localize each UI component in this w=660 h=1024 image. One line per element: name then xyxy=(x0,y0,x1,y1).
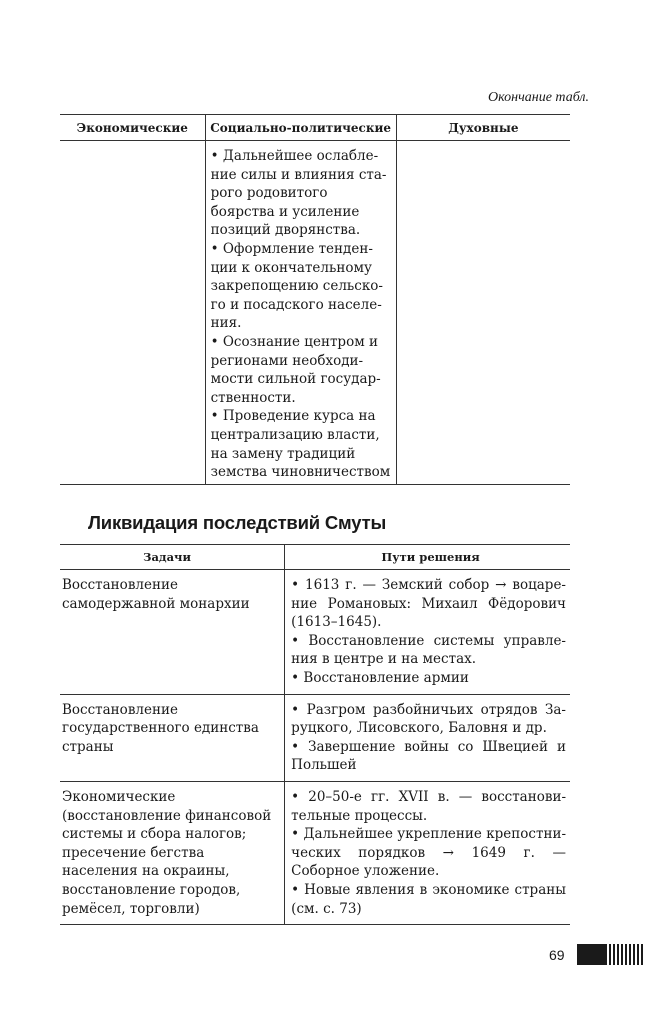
table-header-row xyxy=(60,115,570,141)
social-political-cell xyxy=(205,141,396,485)
list-item: • 20–50-е гг. XVII в. — восстанови-тельные процессы. xyxy=(291,788,566,824)
section-title: Ликвидация последствий Смуты xyxy=(88,512,387,533)
list-item: • Восстановление системы управле-ния в центре и на местах. xyxy=(291,632,566,668)
list-item: • 1613 г. — Земский собор → воцаре-ние Романовых: Михаил Фёдорович (1613–1645). xyxy=(291,577,566,631)
table-row xyxy=(60,570,570,695)
solutions-cell xyxy=(285,694,570,781)
page-marker-solid xyxy=(577,944,605,965)
task-cell: Восстановление самодержавной монархии xyxy=(62,577,250,612)
table-row xyxy=(60,141,570,485)
table-row xyxy=(60,781,570,924)
list-item: • Осознание центром и регионами необходи-мости сильной государ-ственности. xyxy=(210,333,381,406)
header-economic: Экономические xyxy=(76,120,188,135)
solutions-cell xyxy=(285,570,570,695)
list-item: • Завершение войны со Швецией и Польшей xyxy=(291,738,566,774)
task-cell: Экономические (восстановление финансовой системы и сбора налогов; пресечение бегства населения на окраины, восстановление городов, ремёсел, торговли) xyxy=(62,788,272,917)
spiritual-cell xyxy=(396,141,570,485)
table-header-row xyxy=(60,545,570,570)
page-marker-bar xyxy=(577,944,644,965)
list-item: • Дальнейшее укрепление крепостни-ческих порядков → 1649 г. — Соборное уложение. xyxy=(291,826,566,880)
page-number: 69 xyxy=(549,947,565,963)
reforms-table xyxy=(60,114,570,485)
economic-cell xyxy=(60,141,205,485)
solutions-cell xyxy=(285,781,570,924)
task-cell: Восстановление государственного единства страны xyxy=(62,701,259,755)
list-item: • Проведение курса на централизацию власти, на замену традиций земства чиновничеством xyxy=(210,408,391,481)
header-social-political: Социально-политические xyxy=(205,115,396,141)
page-marker-stripes xyxy=(605,944,644,965)
header-spiritual: Духовные xyxy=(448,120,519,135)
list-item: • Разгром разбойничьих отрядов За-руцкого, Лисовского, Баловня и др. xyxy=(291,701,566,737)
table-row xyxy=(60,694,570,781)
header-solutions: Пути решения xyxy=(285,545,570,570)
list-item: • Дальнейшее ослабле-ние силы и влияния ста-рого родовитого боярства и усиление позиций дворянства. xyxy=(210,148,387,239)
list-item: • Восстановление армии xyxy=(291,669,469,686)
header-tasks: Задачи xyxy=(143,550,191,564)
table-caption: Окончание табл. xyxy=(488,90,589,105)
list-item: • Оформление тенден-ции к окончательному закрепощению сельско-го и посадского населе-ния. xyxy=(210,240,383,332)
list-item: • Новые явления в экономике страны (см. с. 73) xyxy=(291,881,566,917)
smuta-consequences-table xyxy=(60,544,570,925)
